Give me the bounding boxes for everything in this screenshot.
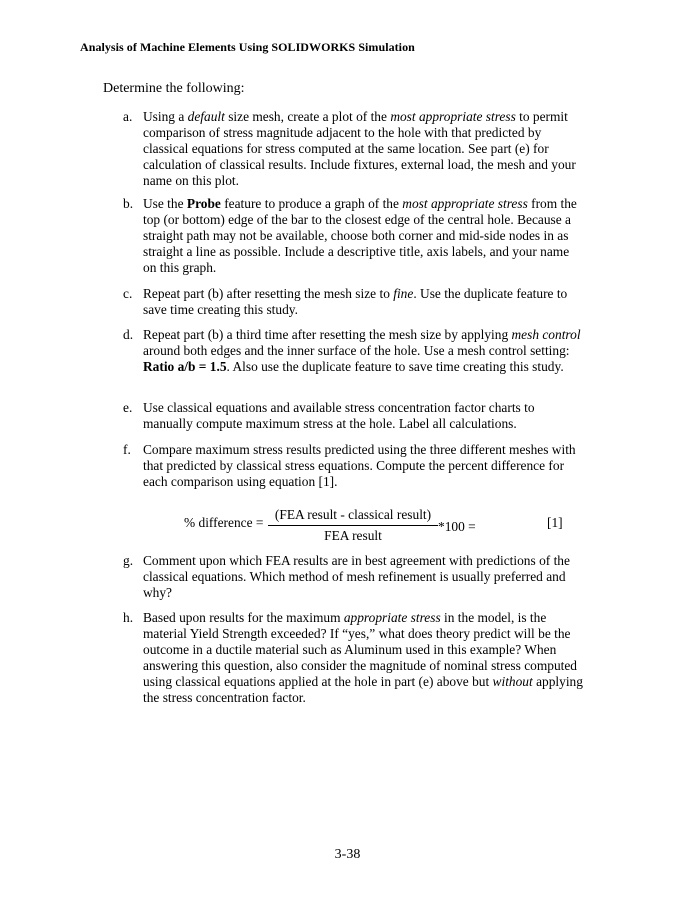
item-text-segment: Use classical equations and available stress concentration factor charts to manually compute maximum stress at the hole. Label all calculations. [143, 400, 535, 432]
item-text-segment: . Also use the duplicate feature to save time creating this study. [226, 359, 564, 375]
item-text-segment: size mesh, create a plot of the [224, 109, 391, 124]
item-text-segment: applying the stress concentration factor. [143, 674, 583, 706]
item-body [143, 327, 583, 375]
equation-fraction [268, 507, 438, 544]
item-text-segment: most appropriate stress [390, 109, 516, 124]
item-body [143, 196, 583, 276]
item-body [143, 442, 583, 490]
item-body [143, 109, 583, 189]
list-item-h [123, 610, 583, 707]
equation-numerator: (FEA result - classical result) [268, 507, 438, 526]
item-text-segment: . Use the duplicate feature to save time creating this study. [143, 286, 568, 318]
percent-difference-equation [180, 507, 580, 547]
equation-reference: [1] [547, 515, 563, 530]
item-letter: h. [123, 610, 134, 625]
item-letter: d. [123, 327, 134, 342]
list-item-c [123, 286, 583, 318]
item-text-segment: Using a [143, 109, 188, 124]
item-text-segment: fine [393, 286, 414, 301]
item-text-segment: in the model, is the material Yield Strength exceeded? If “yes,” what does theory predict will be the outcome in a ductile material such as Aluminum used in this example? When answering this question, also consider the magnitude of nominal stress computed using classical equations applied at the hole in part (e) above but [143, 610, 577, 690]
item-text-segment: Probe [186, 196, 221, 211]
list-item-a [123, 109, 583, 189]
item-text-segment: Repeat part (b) after resetting the mesh size to [143, 286, 394, 301]
item-text-segment: Compare maximum stress results predicted using the three different meshes with that predicted by classical stress equations. Compute the percent difference for each comparison using equation [1]. [143, 442, 576, 490]
list-item-e [123, 400, 583, 432]
item-letter: e. [123, 400, 133, 415]
equation-multiplier: *100 = [438, 519, 476, 534]
running-header: Analysis of Machine Elements Using SOLIDWORKS Simulation [80, 40, 415, 54]
item-text-segment: from the top (or bottom) edge of the bar to the closest edge of the central hole. Because a straight path may not be available, choose both corner and mid-side nodes in as straight a line as possible. Include a descriptive title, axis labels, and your name on this graph. [143, 196, 577, 276]
equation-lhs: % difference = [184, 515, 264, 530]
item-letter: c. [123, 286, 133, 301]
item-text-segment: without [492, 674, 533, 690]
item-body [143, 553, 583, 601]
item-body [143, 400, 583, 432]
list-item-b [123, 196, 583, 276]
item-text-segment: most appropriate stress [402, 196, 528, 211]
item-text-segment: feature to produce a graph of the [220, 196, 403, 211]
item-text-segment: appropriate stress [343, 610, 441, 625]
item-text-segment: around both edges and the inner surface of the hole. Use a mesh control setting: [143, 343, 570, 359]
item-letter: b. [123, 196, 134, 211]
item-text-segment: Use the [143, 196, 187, 211]
item-text-segment: mesh control [511, 327, 581, 342]
item-text-segment: default [187, 109, 225, 124]
item-text-segment: Based upon results for the maximum [143, 610, 344, 625]
item-text-segment: Ratio a/b = 1.5 [143, 359, 227, 375]
item-text-segment: Repeat part (b) a third time after resetting the mesh size by applying [143, 327, 512, 342]
item-letter: g. [123, 553, 134, 568]
item-text-segment: Comment upon which FEA results are in best agreement with predictions of the classical equations. Which method of mesh refinement is usually preferred and why? [143, 553, 570, 601]
item-text-segment: to permit comparison of stress magnitude adjacent to the hole with that predicted by classical equations for stress computed at the same location. See part (e) for calculation of classical results. Include fixtures, external load, the mesh and your name on this plot. [143, 109, 576, 189]
page-number: 3-38 [334, 847, 361, 862]
list-item-d [123, 327, 583, 375]
item-body [143, 610, 583, 707]
intro-text: Determine the following: [103, 81, 245, 96]
list-item-f [123, 442, 583, 490]
item-letter: f. [123, 442, 131, 457]
equation-denominator: FEA result [324, 528, 382, 543]
item-body [143, 286, 583, 318]
item-letter: a. [123, 109, 133, 124]
list-item-g [123, 553, 583, 601]
